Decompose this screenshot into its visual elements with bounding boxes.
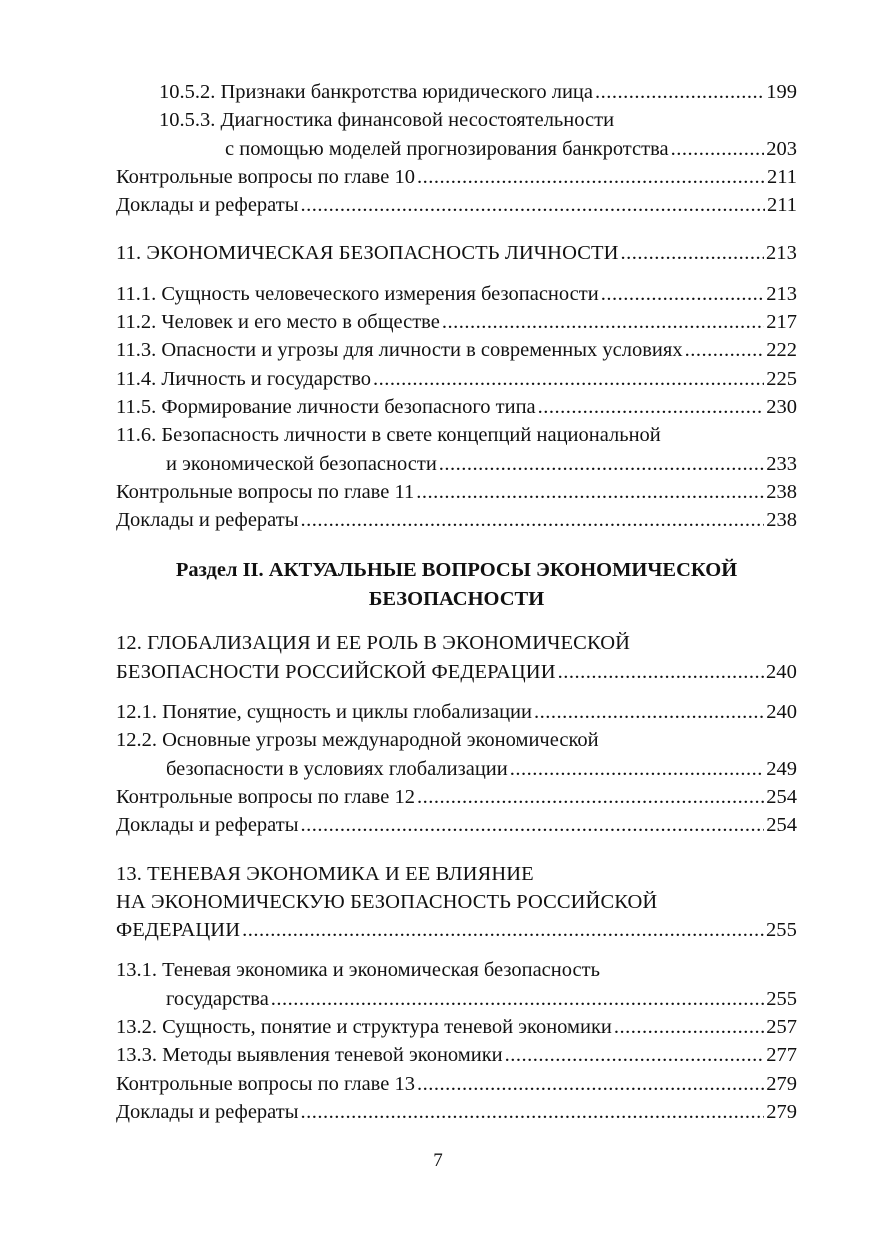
toc-entry-12-2-line1: 12.2. Основные угрозы международной экономической bbox=[116, 729, 599, 752]
toc-entry-questions-13 bbox=[116, 1070, 797, 1098]
toc-entry-title: Доклады и рефераты bbox=[116, 194, 299, 217]
dot-leader bbox=[242, 916, 764, 944]
toc-entry-11-6-line1: 11.6. Безопасность личности в свете концепций национальной bbox=[116, 424, 661, 447]
toc-chapter-12-line1: 12. ГЛОБАЛИЗАЦИЯ И ЕЕ РОЛЬ В ЭКОНОМИЧЕСКОЙ bbox=[116, 632, 631, 655]
toc-entry-title: государства bbox=[166, 987, 269, 1010]
toc-entry-11-4 bbox=[116, 365, 797, 393]
section-heading-line1: Раздел II. АКТУАЛЬНЫЕ ВОПРОСЫ ЭКОНОМИЧЕСКОЙ bbox=[175, 559, 738, 582]
dot-leader bbox=[300, 191, 765, 219]
toc-chapter-title: ФЕДЕРАЦИИ bbox=[116, 919, 241, 942]
toc-entry-page: 238 bbox=[766, 509, 797, 532]
toc-entry-title: 13.3. Методы выявления теневой экономики bbox=[116, 1044, 503, 1067]
toc-entry-reports-11 bbox=[116, 506, 797, 534]
dot-leader bbox=[271, 985, 764, 1013]
dot-leader bbox=[442, 308, 764, 336]
toc-entry-11-6 bbox=[116, 450, 797, 478]
toc-entry-11-2 bbox=[116, 308, 797, 336]
toc-entry-page: 230 bbox=[766, 395, 797, 418]
dot-leader bbox=[685, 336, 765, 364]
toc-entry-page: 222 bbox=[766, 339, 797, 362]
toc-entry-page: 203 bbox=[766, 137, 797, 160]
toc-entry-title: Доклады и рефераты bbox=[116, 509, 299, 532]
toc-entry-title: 13.2. Сущность, понятие и структура теневой экономики bbox=[116, 1016, 612, 1039]
toc-entry-page: 257 bbox=[766, 1016, 797, 1039]
toc-entry-title: 11.3. Опасности и угрозы для личности в современных условиях bbox=[116, 339, 683, 362]
toc-entry-13-3 bbox=[116, 1041, 797, 1069]
toc-entry-page: 213 bbox=[765, 242, 797, 265]
toc-entry-12-1 bbox=[116, 698, 797, 726]
toc-entry-page: 240 bbox=[765, 660, 797, 683]
toc-entry-page: 255 bbox=[765, 919, 797, 942]
toc-chapter-11 bbox=[116, 239, 797, 267]
toc-entry-page: 255 bbox=[766, 987, 797, 1010]
toc-chapter-title: БЕЗОПАСНОСТИ РОССИЙСКОЙ ФЕДЕРАЦИИ bbox=[116, 660, 556, 683]
toc-chapter-13-line2: НА ЭКОНОМИЧЕСКУЮ БЕЗОПАСНОСТЬ РОССИЙСКОЙ bbox=[116, 890, 658, 913]
toc-entry-11-5 bbox=[116, 393, 797, 421]
dot-leader bbox=[505, 1041, 765, 1069]
toc-entry-page: 279 bbox=[766, 1072, 797, 1095]
dot-leader bbox=[417, 783, 764, 811]
dot-leader bbox=[595, 78, 764, 106]
dot-leader bbox=[417, 1070, 764, 1098]
dot-leader bbox=[534, 698, 764, 726]
dot-leader bbox=[621, 239, 764, 267]
toc-entry-questions-12 bbox=[116, 783, 797, 811]
dot-leader bbox=[300, 1098, 764, 1126]
toc-entry-title: и экономической безопасности bbox=[166, 452, 437, 475]
toc-entry-12-2 bbox=[116, 755, 797, 783]
toc-entry-13-2 bbox=[116, 1013, 797, 1041]
toc-entry-10-5-3 bbox=[116, 135, 797, 163]
toc-entry-reports-13 bbox=[116, 1098, 797, 1126]
dot-leader bbox=[558, 658, 764, 686]
toc-entry-title: Доклады и рефераты bbox=[116, 814, 299, 837]
toc-entry-page: 277 bbox=[766, 1044, 797, 1067]
dot-leader bbox=[671, 135, 765, 163]
toc-entry-page: 225 bbox=[766, 367, 797, 390]
dot-leader bbox=[510, 755, 765, 783]
toc-entry-reports-12 bbox=[116, 811, 797, 839]
toc-entry-title: безопасности в условиях глобализации bbox=[166, 757, 508, 780]
dot-leader bbox=[300, 506, 764, 534]
toc-entry-page: 217 bbox=[766, 311, 797, 334]
section-heading bbox=[116, 556, 797, 613]
toc-entry-questions-11 bbox=[116, 478, 797, 506]
dot-leader bbox=[373, 365, 764, 393]
toc-entry-title: 11.5. Формирование личности безопасного типа bbox=[116, 395, 536, 418]
dot-leader bbox=[538, 393, 765, 421]
toc-entry-10-5-2 bbox=[116, 78, 797, 106]
toc-entry-title: с помощью моделей прогнозирования банкротства bbox=[225, 137, 669, 160]
toc-entry-page: 254 bbox=[766, 814, 797, 837]
toc-entry-reports-10 bbox=[116, 191, 797, 219]
toc-entry-page: 199 bbox=[766, 81, 797, 103]
toc-entry-page: 211 bbox=[767, 194, 797, 217]
toc-entry-page: 254 bbox=[766, 785, 797, 808]
section-heading-line2: БЕЗОПАСНОСТИ bbox=[368, 587, 545, 610]
toc-chapter-13 bbox=[116, 916, 797, 944]
toc-entry-title: Контрольные вопросы по главе 13 bbox=[116, 1072, 415, 1095]
dot-leader bbox=[300, 811, 764, 839]
dot-leader bbox=[416, 478, 764, 506]
toc-entry-11-3 bbox=[116, 336, 797, 364]
toc-chapter-12 bbox=[116, 658, 797, 686]
toc-entry-questions-10 bbox=[116, 163, 797, 191]
toc-chapter-title: 11. ЭКОНОМИЧЕСКАЯ БЕЗОПАСНОСТЬ ЛИЧНОСТИ bbox=[116, 242, 619, 265]
toc-entry-title: Доклады и рефераты bbox=[116, 1100, 299, 1123]
dot-leader bbox=[417, 163, 765, 191]
toc-entry-page: 233 bbox=[766, 452, 797, 475]
toc-chapter-13-line1: 13. ТЕНЕВАЯ ЭКОНОМИКА И ЕЕ ВЛИЯНИЕ bbox=[116, 862, 534, 885]
toc-entry-title: 11.2. Человек и его место в обществе bbox=[116, 311, 440, 334]
toc-entry-page: 238 bbox=[766, 480, 797, 503]
toc-entry-11-1 bbox=[116, 280, 797, 308]
toc-entry-13-1-line1: 13.1. Теневая экономика и экономическая безопасность bbox=[116, 959, 600, 982]
toc-entry-title: Контрольные вопросы по главе 10 bbox=[116, 165, 415, 188]
dot-leader bbox=[601, 280, 765, 308]
page-number: 7 bbox=[433, 1150, 443, 1171]
toc-entry-10-5-3-line1: 10.5.3. Диагностика финансовой несостоятельности bbox=[159, 109, 615, 132]
toc-entry-13-1 bbox=[116, 985, 797, 1013]
toc-entry-page: 213 bbox=[766, 282, 797, 305]
table-of-contents bbox=[116, 78, 797, 1126]
toc-entry-page: 249 bbox=[766, 757, 797, 780]
toc-entry-title: 12.1. Понятие, сущность и циклы глобализации bbox=[116, 701, 532, 724]
dot-leader bbox=[614, 1013, 764, 1041]
toc-entry-page: 279 bbox=[766, 1100, 797, 1123]
toc-entry-title: 10.5.2. Признаки банкротства юридического лица bbox=[159, 81, 594, 103]
toc-entry-page: 240 bbox=[766, 701, 797, 724]
toc-entry-page: 211 bbox=[767, 165, 797, 188]
toc-entry-title: Контрольные вопросы по главе 11 bbox=[116, 480, 415, 503]
toc-entry-title: 11.4. Личность и государство bbox=[116, 367, 371, 390]
toc-entry-title: Контрольные вопросы по главе 12 bbox=[116, 785, 415, 808]
dot-leader bbox=[439, 450, 764, 478]
toc-entry-title: 11.1. Сущность человеческого измерения безопасности bbox=[116, 282, 599, 305]
